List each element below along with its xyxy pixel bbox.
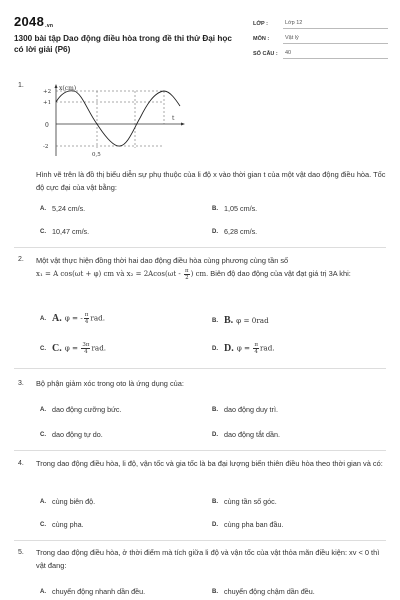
q4-option-a[interactable]: A. cùng biên độ. bbox=[40, 497, 96, 506]
page-title: 1300 bài tập Dao động điều hòa trong đề thi thử Đại học có lời giải (P6) bbox=[14, 34, 232, 54]
tick-t: 0,5 bbox=[92, 152, 101, 158]
question-number: 1. bbox=[18, 82, 24, 89]
q3-option-b[interactable]: B. dao động duy trì. bbox=[212, 405, 278, 414]
question-3-text: Bộ phận giảm xóc trong oto là ứng dụng của: bbox=[36, 379, 184, 388]
q5-option-b[interactable]: B. chuyển động chậm dần đều. bbox=[212, 587, 315, 596]
q3-option-a[interactable]: A. dao động cưỡng bức. bbox=[40, 405, 122, 414]
q1-option-a[interactable]: A. 5,24 cm/s. bbox=[40, 204, 86, 213]
tick-plus1: +1 bbox=[43, 100, 52, 106]
oscillation-curve bbox=[56, 91, 180, 146]
q3-option-d[interactable]: D. dao động tắt dần. bbox=[212, 430, 280, 439]
question-1-text: Hình vẽ trên là đồ thị biểu diễn sự phụ thuộc của li độ x vào thời gian t của một vật dao động điều hòa. Tốc độ cực đại của vật bằng: bbox=[36, 170, 386, 192]
q5-option-a[interactable]: A. chuyển động nhanh dần đều. bbox=[40, 587, 146, 596]
oscillation-graph bbox=[30, 82, 190, 160]
question-2-formula: x₁ = A cos(ωt + φ) cm và x₂ = 2Acos(ωt - $\frac{\pi}{2}$ ) cm bbox=[36, 267, 207, 281]
meta-subject-label: MÔN : bbox=[253, 36, 270, 42]
site-logo[interactable]: 2048.vn bbox=[14, 14, 54, 29]
question-4-text: Trong dao động điều hòa, li độ, vận tốc và gia tốc là ba đại lượng biến thiên điều hòa theo thời gian và có: bbox=[36, 459, 383, 468]
meta-class-row bbox=[253, 14, 388, 29]
t-axis-arrow bbox=[181, 123, 185, 126]
tick-zero: 0 bbox=[45, 122, 49, 129]
divider bbox=[14, 368, 386, 369]
y-axis-arrow bbox=[55, 84, 58, 88]
question-number: 4. bbox=[18, 460, 24, 467]
y-axis-label: x(cm) bbox=[59, 85, 77, 92]
question-2-text bbox=[36, 254, 386, 281]
meta-count-value: 40 bbox=[283, 50, 388, 59]
tick-minus2: -2 bbox=[43, 144, 49, 150]
question-5-text: Trong dao động điều hòa, ở thời điểm mà tích giữa li độ và vận tốc của vật thỏa mãn điều kiện: xv < 0 thì vật đang: bbox=[36, 548, 380, 570]
q2-option-d[interactable]: D. D. φ = $\frac{\pi}{4}$ rad. bbox=[212, 342, 275, 355]
q1-option-c[interactable]: C. 10,47 cm/s. bbox=[40, 227, 90, 236]
meta-subject-row bbox=[253, 29, 388, 44]
t-axis-label: t bbox=[172, 115, 175, 122]
meta-count-label: SỐ CÂU : bbox=[253, 51, 278, 57]
divider bbox=[14, 450, 386, 451]
q2-option-c[interactable]: C. C. φ = $\frac{3\pi}{4}$ rad. bbox=[40, 342, 107, 355]
meta-class-label: LỚP : bbox=[253, 21, 268, 27]
q2-option-a[interactable]: A. A. φ = - $\frac{\pi}{4}$ rad. bbox=[40, 312, 106, 325]
q1-option-b[interactable]: B. 1,05 cm/s. bbox=[212, 204, 258, 213]
meta-count-row bbox=[253, 44, 388, 59]
q2-option-b[interactable]: B. B. φ = 0rad bbox=[212, 315, 269, 326]
q4-option-c[interactable]: C. cùng pha. bbox=[40, 520, 84, 529]
q1-option-d[interactable]: D. 6,28 cm/s. bbox=[212, 227, 258, 236]
divider bbox=[14, 540, 386, 541]
q4-option-d[interactable]: D. cùng pha ban đầu. bbox=[212, 520, 284, 529]
q4-option-b[interactable]: B. cùng tần số góc. bbox=[212, 497, 277, 506]
question-number: 3. bbox=[18, 380, 24, 387]
question-number: 5. bbox=[18, 549, 24, 556]
q3-option-c[interactable]: C. dao động tự do. bbox=[40, 430, 103, 439]
meta-class-value: Lớp 12 bbox=[283, 20, 388, 29]
meta-info bbox=[253, 14, 388, 59]
question-number: 2. bbox=[18, 256, 24, 263]
divider bbox=[14, 247, 386, 248]
question-2-text-main: Một vật thực hiện đồng thời hai dao động điều hòa cùng phương cùng tần số bbox=[36, 256, 289, 265]
question-2-text-after: . Biên độ dao động của vật đạt giá trị 3A khi: bbox=[206, 269, 351, 278]
meta-subject-value: Vật lý bbox=[283, 35, 388, 44]
tick-plus2: +2 bbox=[43, 89, 52, 95]
